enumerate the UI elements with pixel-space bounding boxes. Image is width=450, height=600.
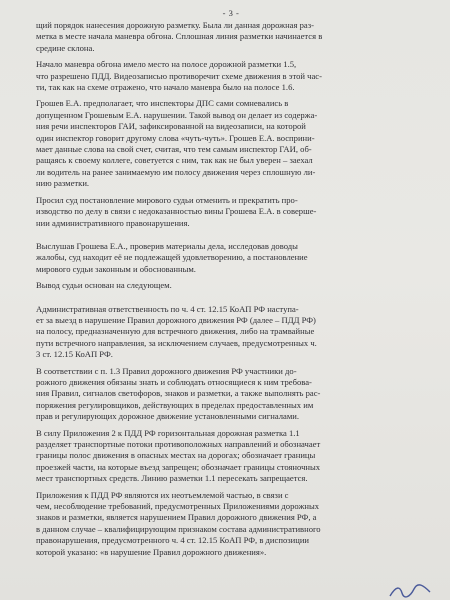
- spacer: [36, 229, 426, 241]
- signature-mark: [388, 584, 432, 598]
- paragraph-5: Выслушав Грошева Е.А., проверив материалы дела, исследовав доводы жалобы, суд находит её не подлежащей удовлетворению, а постановление мирового судьи законным и обоснованным.: [36, 240, 308, 274]
- paragraph-7: Административная ответственность по ч. 4 ст. 12.15 КоАП РФ наступа- ет за выезд в нарушение Правил дорожного движения РФ (далее – ПДД РФ) на полосу, предназначенную для встречного движения, либо на трамвайные пути встречного направления, за исключением случаев, предусмотренных ч. 3 ст. 12.15 КоАП РФ.: [36, 303, 317, 360]
- paragraph-1: щий порядок нанесения дорожную разметку. Была ли данная дорожная раз- метка в месте начала маневра обгона. Сплошная линия разметки начинается в средине склона.: [36, 20, 323, 53]
- paragraph-10: Приложения к ПДД РФ являются их неотъемлемой частью, в связи с чем, несоблюдение требований, предусмотренных Приложениями дорожных знаков и разметки, является нарушением Правил дорожного движения РФ, а в данном случае – квалифицирующим признаком состава административного правонарушения, предусмотренного ч. 4 ст. 12.15 КоАП РФ, в диспозиции которой указано: «в нарушение Правил дорожного движения».: [36, 489, 321, 557]
- paragraph-3: Грошев Е.А. предполагает, что инспекторы ДПС сами сомневались в допущенном Грошевым Е.А. нарушении. Такой вывод он делает из содержа- ния речи инспекторов ГАИ, зафиксированной на видеозаписи, на которой один инспектор говорит другому слова «чуть-чуть». Грошев Е.А. восприни- мает данные слова на свой счет, считая, что тем самым инспектор ГАИ, об- ращаясь к своему коллеге, советуется с ним, так как не был уверен – заехал ли водитель на ранее занимаемую им полосу движения через сплошную ли- нию разметки.: [36, 98, 318, 189]
- paragraph-9: В силу Приложения 2 к ПДД РФ горизонтальная дорожная разметка 1.1 разделяет транспортные потоки противоположных направлений и обозначает границы полос движения в опасных местах на дорогах; обозначает границы проезжей части, на которые въезд запрещен; обозначает границы стояночных мест транспортных средств. Линию разметки 1.1 пересекать запрещается.: [36, 427, 321, 484]
- paragraph-4: Просил суд постановление мирового судьи отменить и прекратить про- изводство по делу в связи с недоказанностью вины Грошева Е.А. в соверше- нии административного правонарушения.: [36, 194, 317, 228]
- paragraph-6: Вывод судьи основан на следующем.: [36, 280, 172, 291]
- paragraph-8: В соответствии с п. 1.3 Правил дорожного движения РФ участники до- рожного движения обязаны знать и соблюдать относящиеся к ним требова- ния Правил, сигналов светофоров, знаков и разметки, а также выполнять рас- поряжения регулировщиков, действующих в пределах предоставленных им прав и регулирующих дорожное движение установленными сигналами.: [36, 365, 321, 422]
- paragraph-2: Начало маневра обгона имело место на полосе дорожной разметки 1.5, что разрешено ПДД. Видеозаписью противоречит схеме движения в этой час- ти, так как на схеме отражено, что начало маневра было на полосе 1.6.: [36, 59, 322, 93]
- page-number: - 3 -: [222, 8, 240, 18]
- spacer: [36, 292, 426, 304]
